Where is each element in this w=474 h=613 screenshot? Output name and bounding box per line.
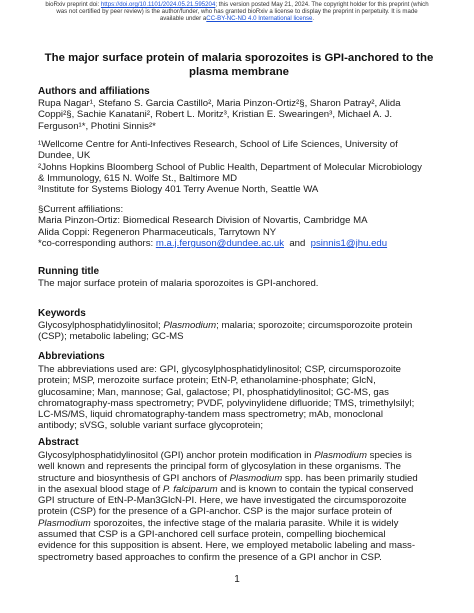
abstract-italic: Plasmodium: [229, 472, 283, 484]
keyword-text: (CSP); metabolic labeling; GC-MS: [38, 331, 184, 343]
current-affiliations: [38, 204, 438, 249]
running-title-heading: Running title: [38, 266, 100, 277]
keywords-heading: Keywords: [38, 308, 86, 319]
author-line: Coppi²§, Sachie Kanatani², Robert L. Moritz³, Kristian E. Swearingen³, Michael A. J.: [38, 109, 393, 121]
title-line: The major surface protein of malaria sporozoites is GPI-anchored to the: [44, 52, 434, 64]
keyword-text: ; malaria; sporozoite; circumsporozoite protein: [216, 320, 413, 331]
abstract-text: [38, 450, 438, 563]
author-list: [38, 98, 438, 132]
abbreviations-line: LC-MS/MS, liquid chromatography-tandem mass spectrometry; mAb, monoclonal: [38, 409, 383, 421]
abstract-italic: P. falciparum: [162, 483, 218, 495]
abstract-line: spectrometry based approaches to confirm the presence of a GPI anchor in CSP.: [38, 551, 382, 563]
author-line: Rupa Nagar¹, Stefano S. Garcia Castillo², Maria Pinzon-Ortiz²§, Sharon Patray², Alida: [38, 98, 401, 109]
affiliation-line: Dundee, UK: [38, 150, 91, 162]
abbreviations-heading: Abbreviations: [38, 351, 105, 362]
current-affiliation-line: Maria Pinzon-Ortiz: Biomedical Research Division of Novartis, Cambridge MA: [38, 215, 368, 227]
banner-text: ; this version posted May 21, 2024. The copyright holder for this preprint (which: [215, 1, 429, 8]
abstract-italic: Plasmodium: [314, 450, 368, 461]
abbreviations-line: chromatography-mass spectrometry; PVDF, polyvinylidene difluoride; TMS, trimethylsilyl;: [38, 397, 415, 409]
paper-title: [38, 52, 440, 79]
abbreviations-line: antibody; sVSG, soluble variant surface glycoprotein;: [38, 420, 264, 432]
abbreviations-text: [38, 364, 438, 432]
authors-heading: Authors and affiliations: [38, 86, 150, 97]
banner-text: was not certified by peer review) is the author/funder, who has granted bioRxiv a license to display the preprint in perpetuity. It is made: [56, 8, 418, 16]
affiliation-line: ¹Wellcome Centre for Anti-Infectives Research, School of Life Sciences, University of: [38, 139, 398, 150]
abstract-line: assumed that CSP is a GPI-anchored cell surface protein, compelling biochemical: [38, 529, 386, 541]
corresponding-label: *co-corresponding authors:: [38, 237, 156, 249]
abstract-line: protein (CSP) for the presence of a GPI-anchor. CSP is the major surface protein of: [38, 506, 392, 518]
author-line: Ferguson¹*, Photini Sinnis²*: [38, 120, 156, 132]
abstract-line: evidence for this supposition is absent. Here, we employed metabolic labeling and mass-: [38, 540, 416, 552]
running-title-text: The major surface protein of malaria sporozoites is GPI-anchored.: [38, 278, 319, 289]
corresponding-authors: [38, 238, 438, 249]
abstract-heading: Abstract: [38, 437, 79, 448]
corresponding-sep: and: [284, 237, 311, 249]
banner-text: .: [312, 15, 315, 23]
abbreviations-line: glucosamine; Man, mannose; Gal, galactose; PI, phosphatidylinositol; GC-MS, gas: [38, 386, 389, 398]
abstract-text-run: species is: [367, 450, 412, 461]
abstract-text-run: structure and biosynthesis of GPI anchors of: [38, 472, 230, 484]
abstract-line: well known and represents the principal form of glycosylation in these organisms. The: [38, 461, 401, 473]
affiliation-line: ²Johns Hopkins Bloomberg School of Public Health, Department of Molecular Microbiology: [38, 161, 422, 173]
abstract-text-run: sporozoites, the infective stage of the malaria parasite. While it is widely: [90, 517, 399, 529]
page-number: 1: [234, 574, 240, 585]
keyword-italic: Plasmodium: [163, 320, 217, 331]
banner-text: available under a: [159, 15, 207, 23]
doi-link[interactable]: https://doi.org/10.1101/2024.05.21.595204: [100, 1, 216, 8]
abstract-line: GPI structure of EtN-P-Man3GlcN-PI. Here, we have investigated the circumsporozoite: [38, 495, 407, 507]
title-line: plasma membrane: [188, 65, 290, 78]
keywords-text: [38, 320, 438, 343]
affiliation-line: & Immunology, 615 N. Wolfe St., Baltimore MD: [38, 172, 238, 184]
email-link-sinnis[interactable]: psinnis1@jhu.edu: [310, 237, 388, 249]
abbreviations-line: The abbreviations used are: GPI, glycosylphosphatidylinositol; CSP, circumsporozoite: [38, 364, 401, 375]
license-link[interactable]: CC-BY-NC-ND 4.0 International license: [206, 15, 313, 23]
email-link-ferguson[interactable]: m.a.j.ferguson@dundee.ac.uk: [155, 237, 284, 249]
banner-text: bioRxiv preprint doi:: [45, 1, 101, 8]
abstract-italic: Plasmodium: [38, 517, 91, 529]
abstract-text-run: spp. has been primarily studied: [282, 472, 418, 484]
abbreviations-line: protein; MSP, merozoite surface protein; EtN-P, ethanolamine-phosphate; GlcN,: [38, 375, 376, 387]
current-affiliations-heading: §Current affiliations:: [38, 204, 124, 215]
affiliation-list: [38, 139, 438, 195]
abstract-text-run: Glycosylphosphatidylinositol (GPI) anchor protein modification in: [38, 450, 315, 461]
preprint-banner: [0, 1, 474, 23]
affiliation-line: ³Institute for Systems Biology 401 Terry Avenue North, Seattle WA: [38, 184, 319, 196]
current-affiliation-line: Alida Coppi: Regeneron Pharmaceuticals, Tarrytown NY: [38, 226, 277, 238]
keyword-text: Glycosylphosphatidylinositol;: [38, 320, 164, 331]
abstract-text-run: in the asexual blood stage of: [38, 483, 163, 495]
abstract-text-run: and is known to contain the typical conserved: [217, 483, 414, 495]
